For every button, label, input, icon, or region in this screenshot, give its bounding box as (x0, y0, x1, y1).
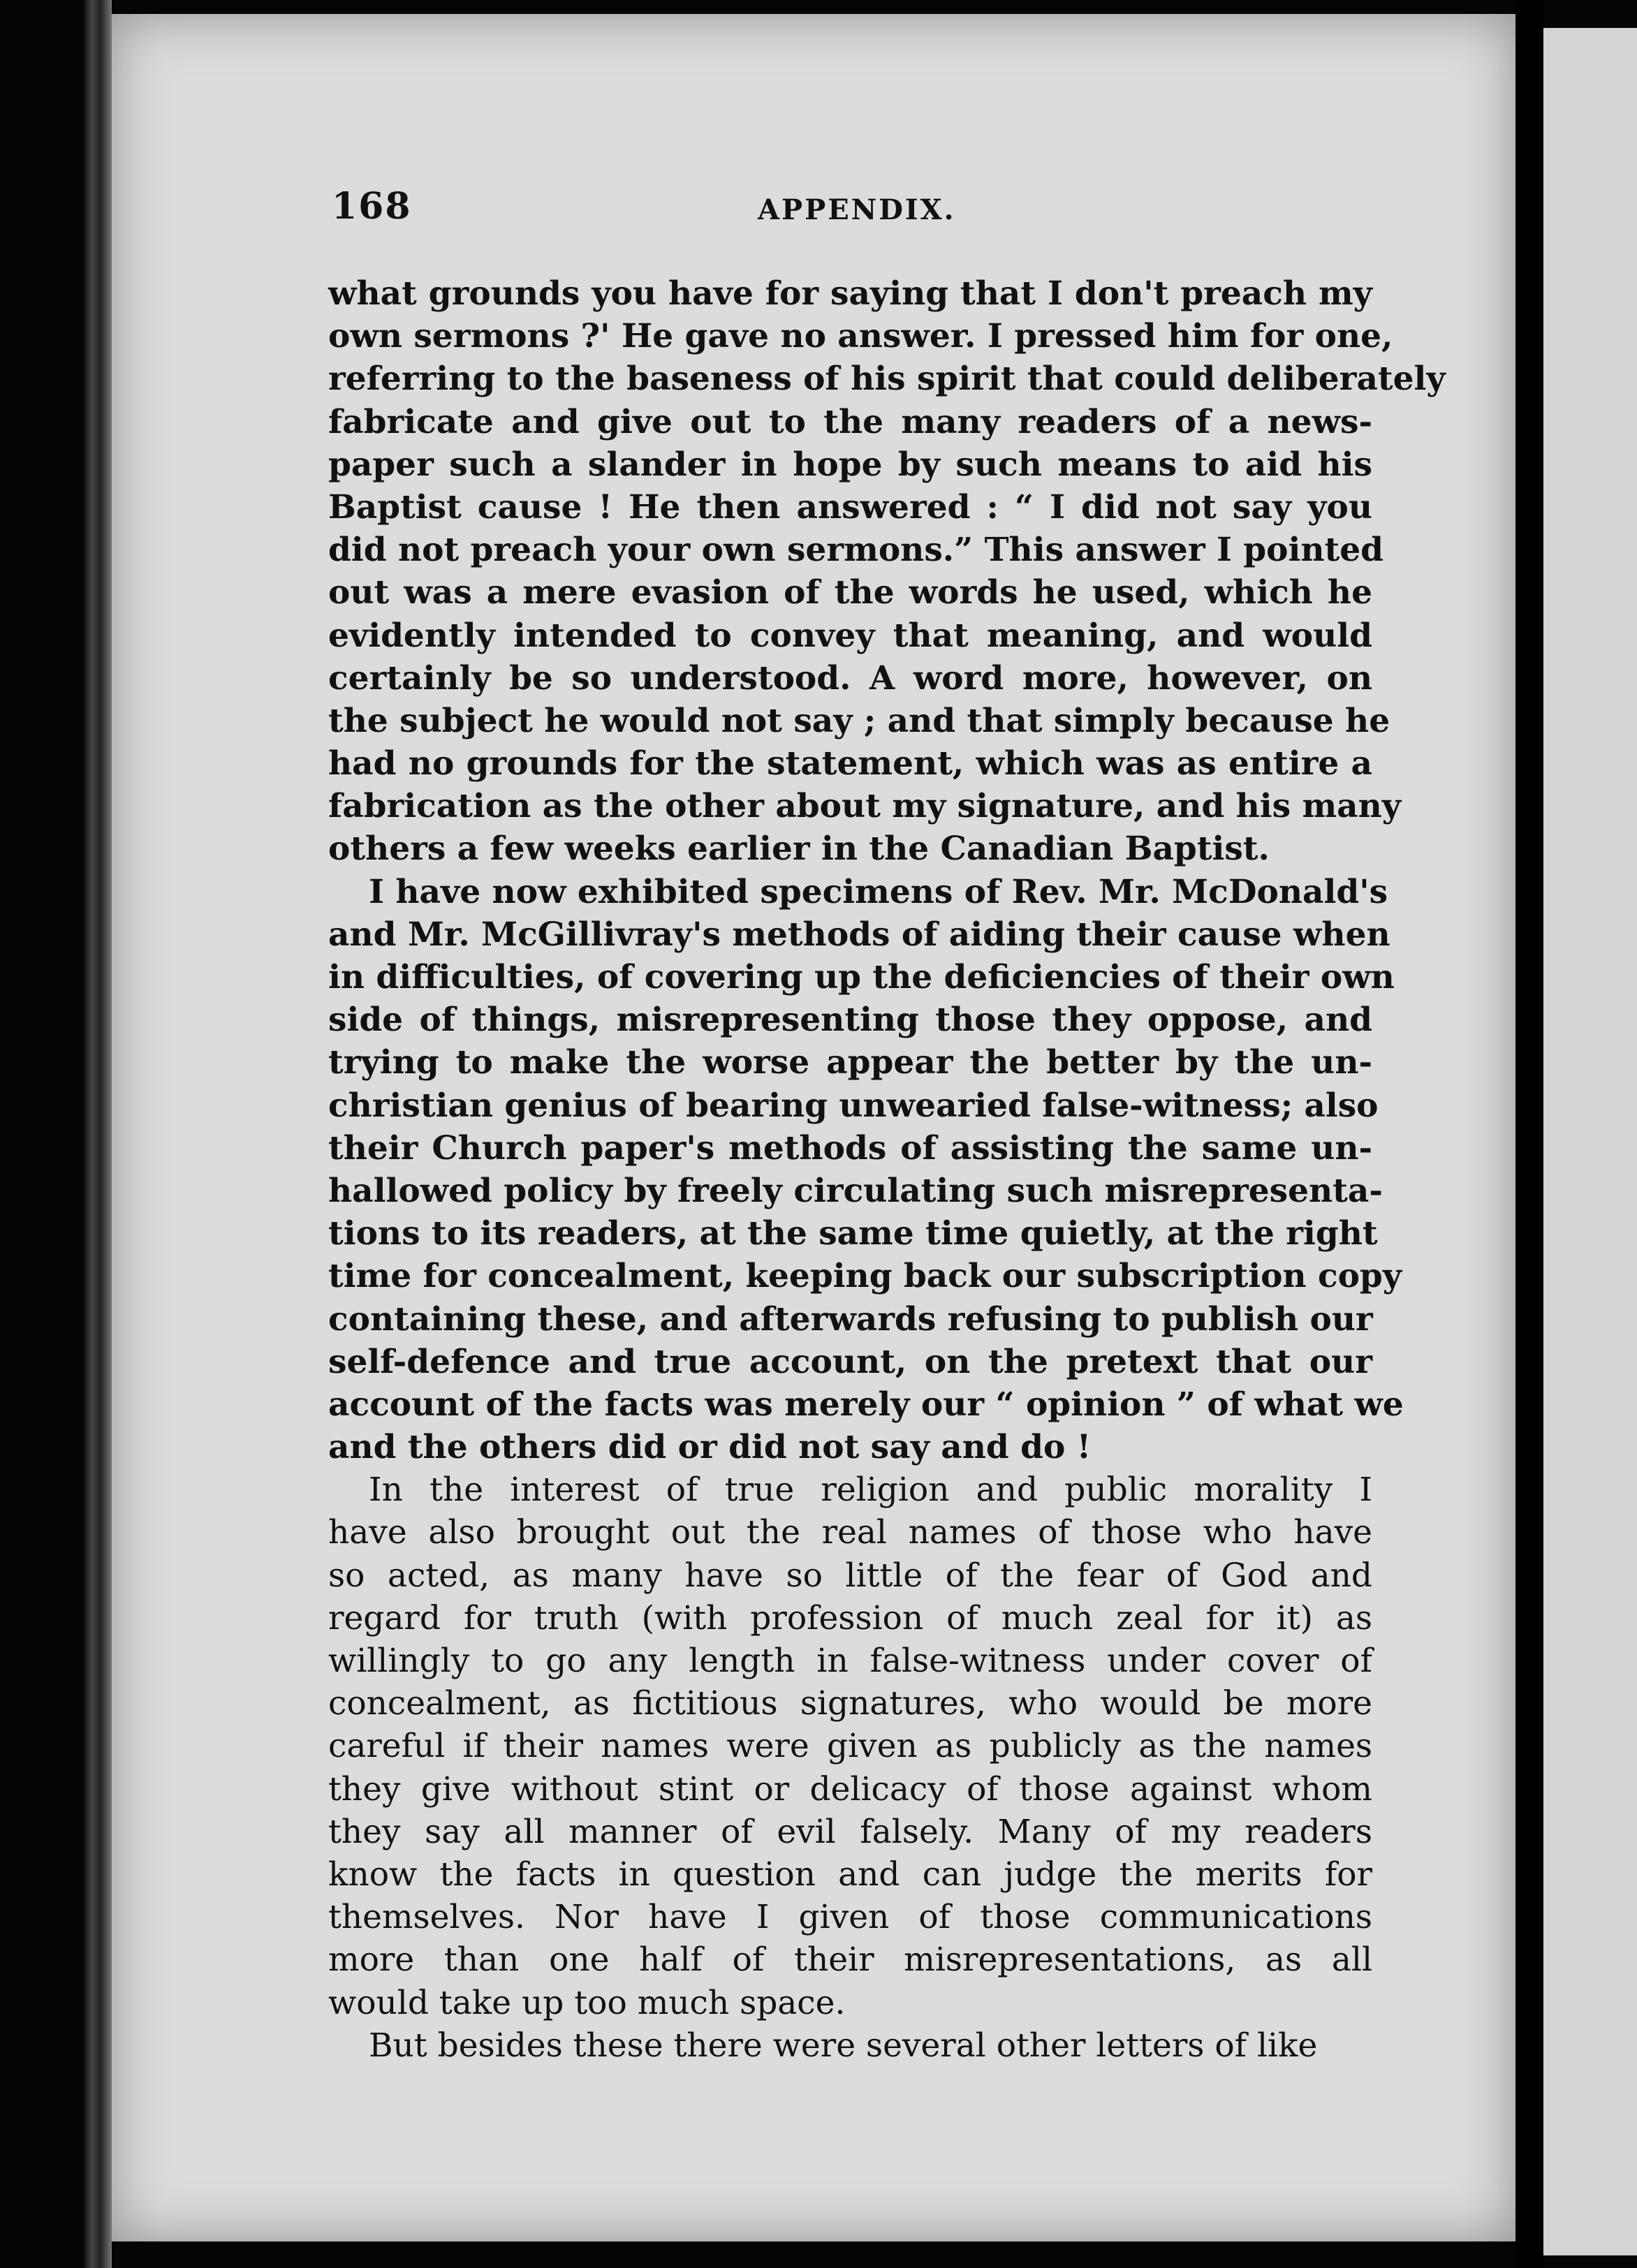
text-line: tions to its readers, at the same time quietly, at the right (328, 1214, 1378, 1253)
book-spine-edge (84, 0, 112, 2268)
text-line: In the interest of true religion and public morality I (369, 1471, 1372, 1510)
text-line: regard for truth (with profession of much zeal for it) as (328, 1598, 1372, 1637)
page-number: 168 (332, 185, 412, 228)
text-line: what grounds you have for saying that I don't preach my (328, 274, 1372, 313)
paragraph (328, 272, 1446, 871)
text-line: the subject he would not say ; and that simply because he (328, 701, 1390, 740)
paragraph (328, 1468, 1372, 2024)
text-line: concealment, as fictitious signatures, who would be more (328, 1684, 1372, 1723)
text-line: had no grounds for the statement, which was as entire a (328, 744, 1372, 783)
text-line: fabricate and give out to the many readers of a news- (328, 402, 1372, 441)
text-line: would take up too much space. (328, 1983, 846, 2022)
text-line: certainly be so understood. A word more, however, on (328, 658, 1372, 698)
adjacent-page-strip (1543, 28, 1637, 2255)
text-line: did not preach your own sermons.” This answer I pointed (328, 531, 1384, 570)
running-title: APPENDIX. (758, 193, 956, 226)
text-line: they give without stint or delicacy of those against whom (328, 1769, 1372, 1809)
text-line: time for concealment, keeping back our subscription copy (328, 1257, 1402, 1296)
paragraph (328, 2024, 1372, 2067)
page-header (332, 185, 1372, 241)
text-line: referring to the baseness of his spirit that could deliberately (328, 360, 1446, 399)
text-line: But besides these there were several other letters of like (369, 2026, 1318, 2065)
text-line: and the others did or did not say and do ! (328, 1428, 1092, 1467)
text-line: and Mr. McGillivray's methods of aiding their cause when (328, 915, 1390, 954)
text-line: more than one half of their misrepresentations, as all (328, 1941, 1372, 1980)
paragraph (328, 871, 1404, 1469)
text-line: account of the facts was merely our “ opinion ” of what we (328, 1385, 1404, 1424)
text-line: they say all manner of evil falsely. Many of my readers (328, 1812, 1372, 1851)
text-line: paper such a slander in hope by such means to aid his (328, 445, 1372, 484)
text-line: evidently intended to convey that meaning, and would (328, 616, 1372, 655)
text-line: careful if their names were given as publicly as the names (328, 1727, 1372, 1766)
text-line: have also brought out the real names of those who have (328, 1513, 1372, 1552)
text-line: in difficulties, of covering up the deficiencies of their own (328, 958, 1395, 996)
text-line: their Church paper's methods of assisting the same un- (328, 1128, 1372, 1168)
text-line: self-defence and true account, on the pretext that our (328, 1342, 1372, 1381)
text-line: willingly to go any length in false-witness under cover of (328, 1642, 1372, 1680)
text-line: trying to make the worse appear the better by the un- (328, 1043, 1372, 1082)
text-line: containing these, and afterwards refusing to publish our (328, 1299, 1373, 1339)
text-line: know the facts in question and can judge the merits for (328, 1855, 1372, 1894)
page-gutter (1515, 0, 1543, 2268)
text-line: own sermons ?' He gave no answer. I pressed him for one, (328, 317, 1393, 356)
body-text (328, 272, 1446, 2067)
text-line: I have now exhibited specimens of Rev. Mr. McDonald's (369, 872, 1388, 911)
text-line: so acted, as many have so little of the fear of God and (328, 1556, 1372, 1595)
text-line: hallowed policy by freely circulating such misrepresenta- (328, 1171, 1383, 1210)
text-line: fabrication as the other about my signature, and his many (328, 787, 1402, 826)
text-line: themselves. Nor have I given of those communications (328, 1898, 1372, 1937)
text-line: Baptist cause ! He then answered : “ I did not say you (328, 487, 1372, 526)
text-line: out was a mere evasion of the words he used, which he (328, 573, 1372, 612)
text-line: side of things, misrepresenting those they oppose, and (328, 1001, 1372, 1040)
text-line: others a few weeks earlier in the Canadian Baptist. (328, 830, 1270, 869)
text-line: christian genius of bearing unwearied false-witness; also (328, 1086, 1379, 1125)
